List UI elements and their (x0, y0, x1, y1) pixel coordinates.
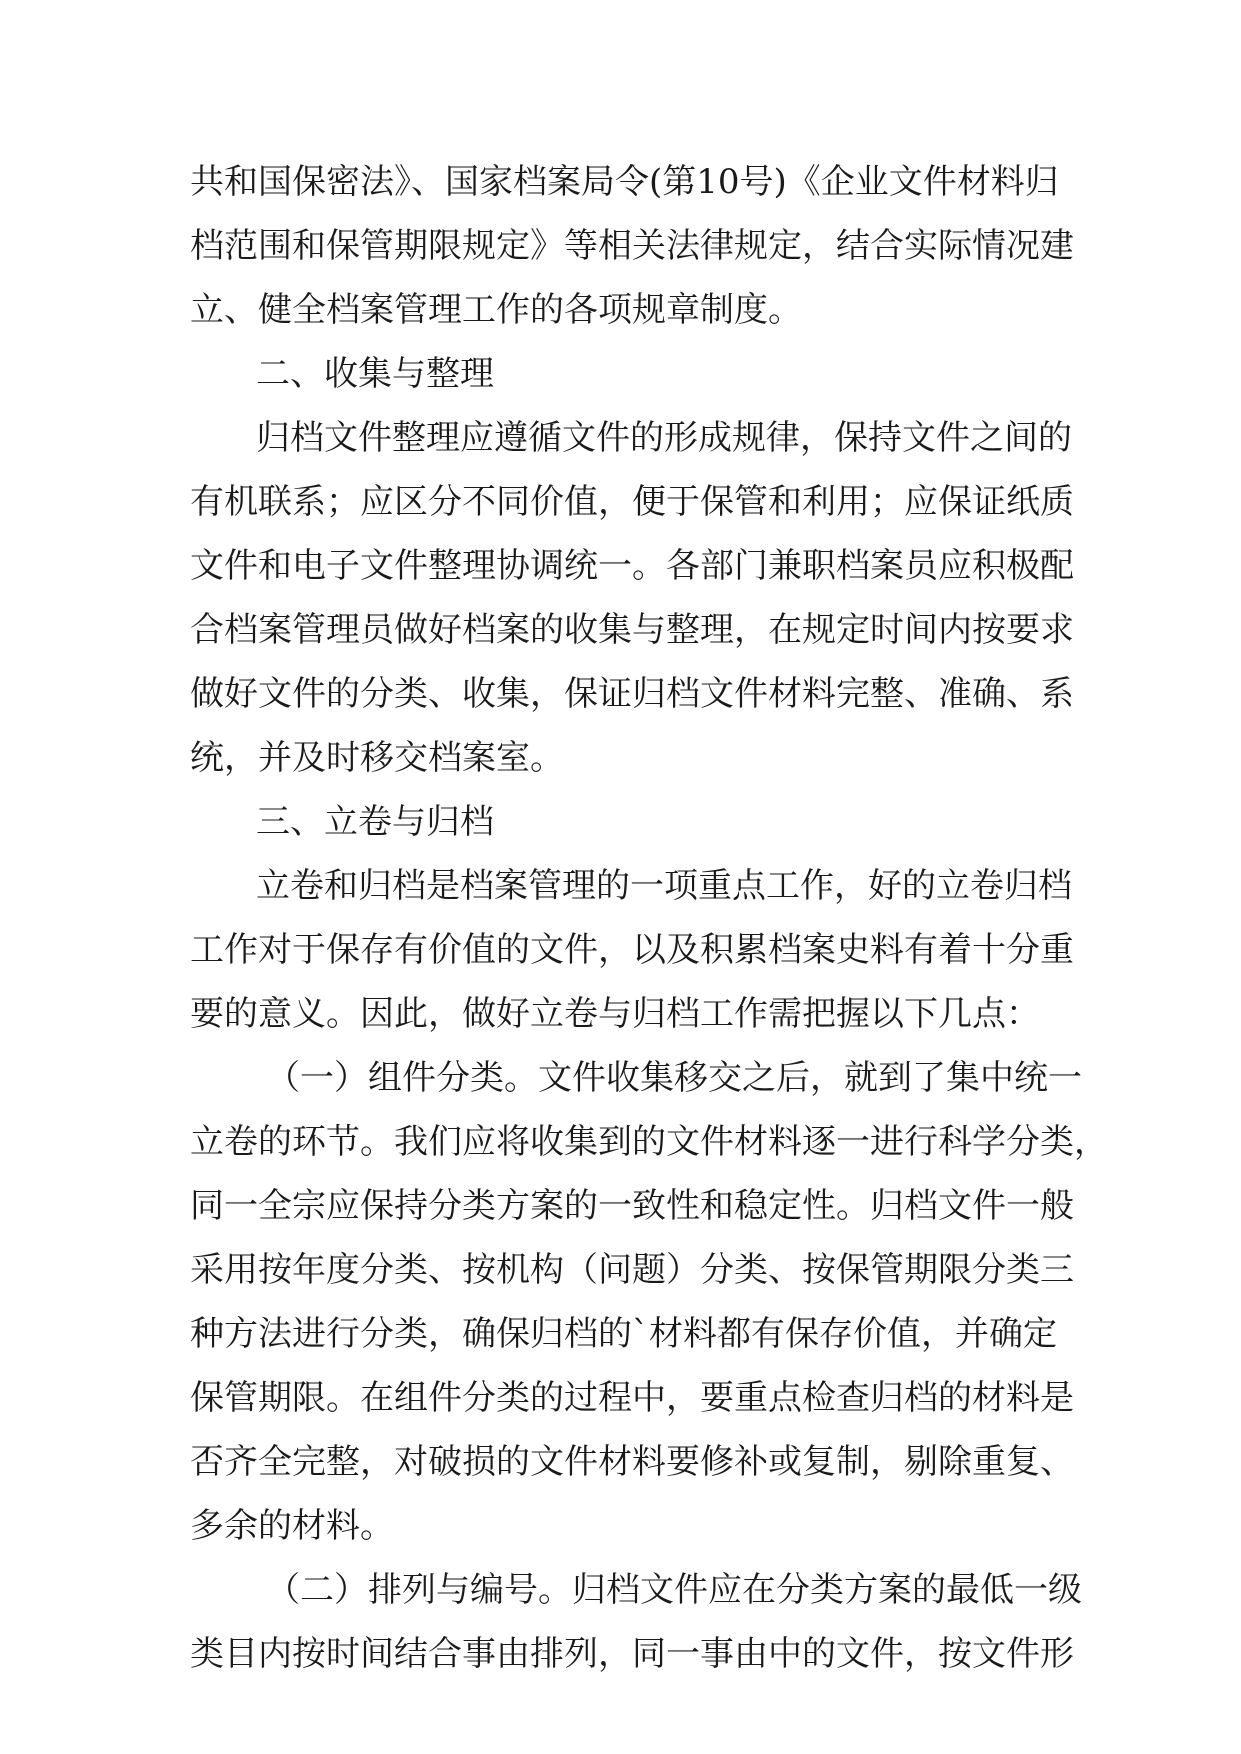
text-line: 工作对于保存有价值的文件，以及积累档案史料有着十分重 (190, 930, 1074, 970)
text-line: 立卷的环节。我们应将收集到的文件材料逐一进行科学分类， (190, 1122, 1108, 1162)
text-line: （二）排列与编号。归档文件应在分类方案的最低一级 (266, 1570, 1082, 1610)
text-line: 多余的材料。 (190, 1506, 394, 1546)
text-line: 做好文件的分类、收集，保证归档文件材料完整、准确、系 (190, 674, 1074, 714)
text-line: 有机联系；应区分不同价值，便于保管和利用；应保证纸质 (190, 482, 1074, 522)
text-line: 合档案管理员做好档案的收集与整理，在规定时间内按要求 (190, 610, 1074, 650)
text-line: 统，并及时移交档案室。 (190, 738, 564, 778)
text-line: 归档文件整理应遵循文件的形成规律，保持文件之间的 (256, 418, 1072, 458)
text-line: 同一全宗应保持分类方案的一致性和稳定性。归档文件一般 (190, 1186, 1074, 1226)
text-line: 立、健全档案管理工作的各项规章制度。 (190, 290, 802, 330)
text-line: 立卷和归档是档案管理的一项重点工作，好的立卷归档 (256, 866, 1072, 906)
text-line: 种方法进行分类，确保归档的`材料都有保存价值，并确定 (190, 1314, 1057, 1354)
text-line: 否齐全完整，对破损的文件材料要修补或复制，剔除重复、 (190, 1442, 1074, 1482)
document-body (190, 150, 1108, 1686)
text-line: 保管期限。在组件分类的过程中，要重点检查归档的材料是 (190, 1378, 1074, 1418)
section-heading: 二、收集与整理 (256, 354, 494, 394)
text-line: 共和国保密法》、国家档案局令(第10号)《企业文件材料归 (190, 162, 1059, 202)
text-line: 采用按年度分类、按机构（问题）分类、按保管期限分类三 (190, 1250, 1074, 1290)
text-line: 档范围和保管期限规定》等相关法律规定，结合实际情况建 (190, 226, 1074, 266)
text-line: （一）组件分类。文件收集移交之后，就到了集中统一 (266, 1058, 1082, 1098)
section-heading: 三、立卷与归档 (256, 802, 494, 842)
text-line: 要的意义。因此，做好立卷与归档工作需把握以下几点： (190, 994, 1040, 1034)
text-line: 类目内按时间结合事由排列，同一事由中的文件，按文件形 (190, 1634, 1074, 1674)
text-line: 文件和电子文件整理协调统一。各部门兼职档案员应积极配 (190, 546, 1074, 586)
